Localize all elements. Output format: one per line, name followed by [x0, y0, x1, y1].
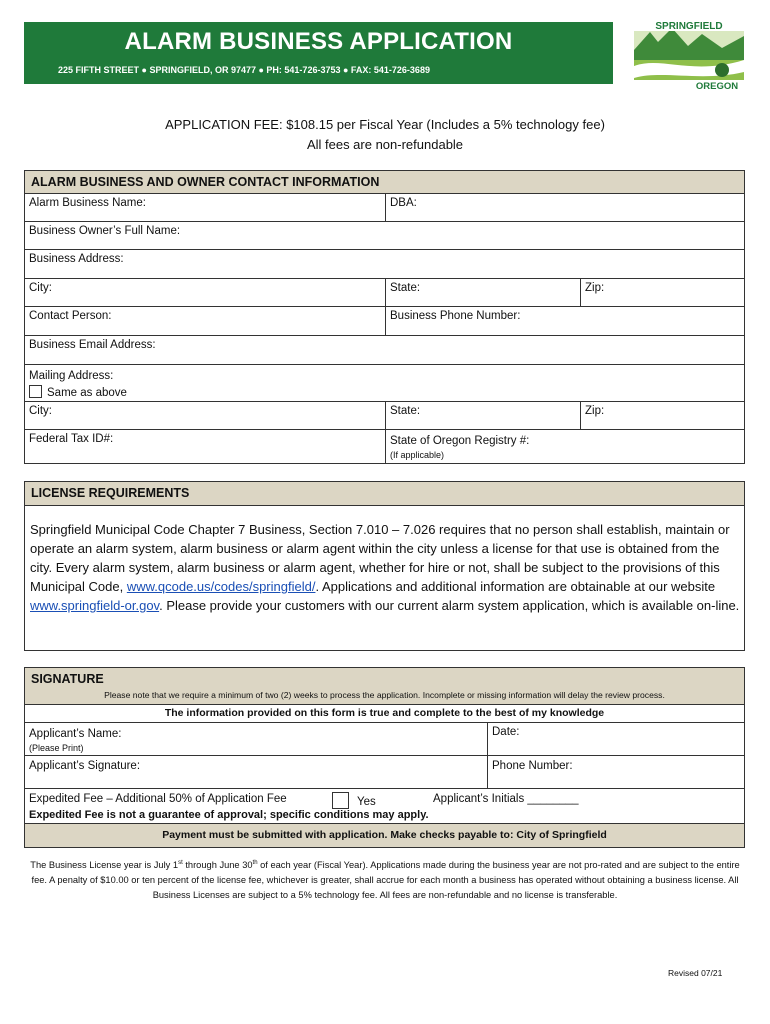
- mailing-address-label: Mailing Address:: [29, 370, 114, 382]
- expedited-fee-row: [24, 788, 745, 824]
- license-text-part-2: . Applications and additional information are obtainable at our website: [315, 579, 716, 594]
- mailing-city-field[interactable]: [24, 401, 386, 430]
- license-requirements-text: [30, 520, 742, 615]
- owner-name-label: Business Owner’s Full Name:: [29, 225, 181, 237]
- header-band: [24, 22, 613, 84]
- mailing-zip-label: Zip:: [585, 405, 605, 417]
- city-label: City:: [29, 282, 52, 294]
- license-note-sup-1: st: [178, 860, 183, 866]
- applicant-signature-label: Applicant’s Signature:: [29, 760, 141, 772]
- license-text-part-1: Springfield Municipal Code Chapter 7 Business, Section 7.010 – 7.026 requires that no person shall establish, maintain or operate an alarm system, alarm business or alarm agent within the city unless a license for that use is obtained from the city. Every alarm system, alarm business or alarm agent, whether for hire or not, shall be subject to the provisions of this Municipal Code,: [30, 522, 730, 594]
- applicant-signature-field[interactable]: [24, 755, 488, 789]
- mailing-address-field[interactable]: [24, 364, 745, 402]
- applicant-name-label: Applicant’s Name:: [29, 728, 122, 740]
- oregon-registry-label: State of Oregon Registry #:: [390, 435, 530, 447]
- expedited-yes-label: Yes: [357, 796, 376, 808]
- license-note-part-c: of each year (Fiscal Year). Applications made during the business year are not pro-rated and are subject to the entire fee. A penalty of $10.00 or ten percent of the license fee, whichever is greater, shall accrue for each month a business has operated without obtaining a business license. All Business Licenses are subject to a 5% technology fee. All fees are non-refundable and no license is transferable.: [31, 860, 740, 901]
- owner-name-field[interactable]: [24, 221, 745, 250]
- payment-note: Payment must be submitted with application. Make checks payable to: City of Springfield: [24, 823, 745, 848]
- phone-number-label: Phone Number:: [492, 760, 573, 772]
- expedited-yes-checkbox[interactable]: [332, 792, 349, 809]
- signature-heading-text: SIGNATURE: [31, 672, 104, 686]
- license-note-part-b: through June 30: [182, 860, 253, 871]
- date-label: Date:: [492, 726, 520, 738]
- same-as-above-label: Same as above: [47, 387, 127, 399]
- contact-person-label: Contact Person:: [29, 310, 112, 322]
- springfield-website-link[interactable]: www.springfield-or.gov: [30, 598, 160, 613]
- certification-statement: The information provided on this form is true and complete to the best of my knowledge: [24, 704, 745, 723]
- expedited-fee-label: Expedited Fee – Additional 50% of Application Fee: [29, 793, 287, 805]
- applicant-name-field[interactable]: [24, 722, 488, 756]
- business-phone-field[interactable]: [385, 306, 745, 336]
- phone-number-field[interactable]: [487, 755, 745, 789]
- business-address-field[interactable]: [24, 249, 745, 279]
- zip-field[interactable]: [580, 278, 745, 307]
- state-field[interactable]: [385, 278, 581, 307]
- zip-label: Zip:: [585, 282, 605, 294]
- business-email-label: Business Email Address:: [29, 339, 156, 351]
- date-field[interactable]: [487, 722, 745, 756]
- business-license-note: [24, 856, 746, 903]
- expedited-yes-option[interactable]: [332, 792, 376, 810]
- revision-date: Revised 07/21: [668, 968, 723, 978]
- business-phone-label: Business Phone Number:: [390, 310, 521, 322]
- license-section-heading: LICENSE REQUIREMENTS: [24, 481, 745, 506]
- federal-tax-id-field[interactable]: [24, 429, 386, 464]
- same-as-above-option[interactable]: [29, 385, 740, 402]
- signature-section-heading: [24, 667, 745, 705]
- header-address: 225 FIFTH STREET ● SPRINGFIELD, OR 97477 ● PH: 541-726-3753 ● FAX: 541-726-3689: [58, 65, 430, 75]
- mailing-zip-field[interactable]: [580, 401, 745, 430]
- svg-text:SPRINGFIELD: SPRINGFIELD: [655, 21, 723, 32]
- mailing-state-label: State:: [390, 405, 421, 417]
- state-label: State:: [390, 282, 421, 294]
- license-text-part-3: . Please provide your customers with our current alarm system application, which is available on-line.: [159, 598, 740, 613]
- mailing-city-label: City:: [29, 405, 52, 417]
- dba-field[interactable]: [385, 193, 745, 222]
- qcode-link[interactable]: www.qcode.us/codes/springfield/: [126, 579, 316, 594]
- processing-note: Please note that we require a minimum of two (2) weeks to process the application. Incomplete or missing information will delay the review process.: [104, 690, 665, 700]
- please-print-note: (Please Print): [29, 743, 84, 753]
- no-guarantee-note: Expedited Fee is not a guarantee of approval; specific conditions may apply.: [29, 809, 429, 821]
- springfield-oregon-logo: [632, 20, 746, 90]
- applicant-initials-field[interactable]: Applicant’s Initials ________: [433, 793, 579, 805]
- federal-tax-id-label: Federal Tax ID#:: [29, 433, 114, 445]
- mailing-state-field[interactable]: [385, 401, 581, 430]
- oregon-registry-field[interactable]: [385, 429, 745, 464]
- business-name-label: Alarm Business Name:: [29, 197, 146, 209]
- license-note-sup-2: th: [252, 860, 258, 866]
- page-title: ALARM BUSINESS APPLICATION: [124, 28, 513, 55]
- same-as-above-checkbox[interactable]: [29, 385, 42, 398]
- application-fee: APPLICATION FEE: $108.15 per Fiscal Year (Includes a 5% technology fee): [165, 117, 605, 132]
- city-field[interactable]: [24, 278, 386, 307]
- business-address-label: Business Address:: [29, 253, 124, 265]
- dba-label: DBA:: [390, 197, 417, 209]
- license-note-part-a: The Business License year is July 1: [30, 860, 179, 871]
- business-email-field[interactable]: [24, 335, 745, 365]
- svg-text:OREGON: OREGON: [695, 81, 739, 90]
- if-applicable-note: (If applicable): [390, 450, 445, 460]
- contact-section-heading: ALARM BUSINESS AND OWNER CONTACT INFORMATION: [24, 170, 745, 194]
- business-name-field[interactable]: [24, 193, 386, 222]
- fee-note: All fees are non-refundable: [306, 137, 464, 152]
- contact-person-field[interactable]: [24, 306, 386, 336]
